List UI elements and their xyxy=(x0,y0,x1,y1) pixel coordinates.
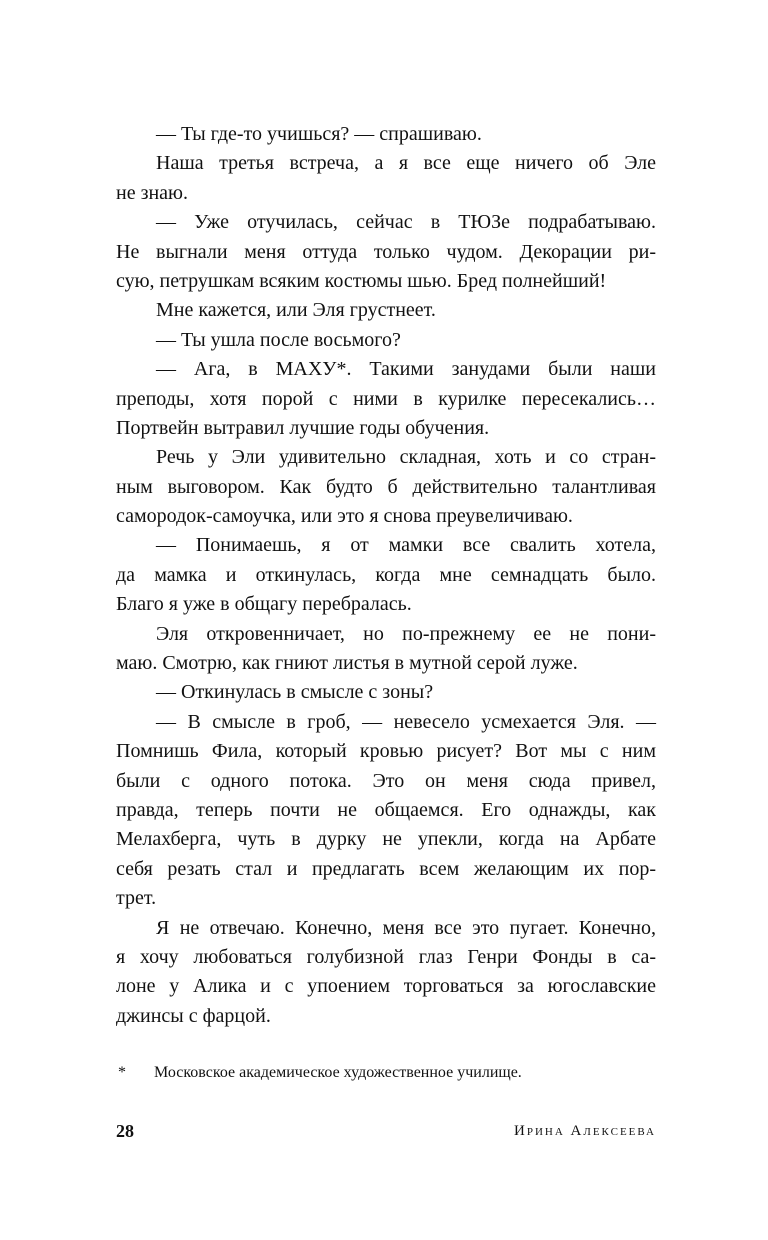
page-footer xyxy=(116,1118,656,1144)
text-line: сую, петрушкам всяким костюмы шью. Бред полнейший! xyxy=(116,269,607,292)
text-line: — Понимаешь, я от мамки все свалить хотела, xyxy=(156,534,656,557)
text-line: Мне кажется, или Эля грустнеет. xyxy=(156,299,436,322)
text-line: — Ага, в МАХУ*. Такими занудами были наши xyxy=(156,358,656,381)
footnote xyxy=(118,1062,658,1084)
text-line: я хочу любоваться голубизной глаз Генри Фонды в са- xyxy=(116,945,656,968)
footnote-mark: * xyxy=(118,1064,126,1081)
text-line: Эля откровенничает, но по-прежнему ее не пони- xyxy=(156,622,656,645)
text-line: Помнишь Фила, который кровью рисует? Вот мы с ним xyxy=(116,740,656,763)
text-line: были с одного потока. Это он меня сюда привел, xyxy=(116,769,656,792)
running-header-author: Ирина Алексеева xyxy=(514,1123,656,1139)
main-text xyxy=(116,120,656,1031)
text-line: — Ты где-то учишься? — спрашиваю. xyxy=(156,123,482,145)
text-line: — В смысле в гроб, — невесело усмехается Эля. — xyxy=(156,710,656,733)
text-line: Речь у Эли удивительно складная, хоть и со стран- xyxy=(156,446,656,469)
text-line: правда, теперь почти не общаемся. Его однажды, как xyxy=(116,798,656,821)
text-line: — Откинулась в смысле с зоны? xyxy=(156,681,434,704)
text-line: ным выговором. Как будто б действительно талантливая xyxy=(116,475,656,498)
text-line: самородок-самоучка, или это я снова преувеличиваю. xyxy=(116,505,573,528)
text-line: джинсы с фарцой. xyxy=(116,1004,271,1027)
text-line: Я не отвечаю. Конечно, меня все это пугает. Конечно, xyxy=(156,916,656,939)
text-line: Благо я уже в общагу перебралась. xyxy=(116,593,412,616)
text-line: — Уже отучилась, сейчас в ТЮЗе подрабатываю. xyxy=(156,211,656,234)
page-number: 28 xyxy=(116,1121,134,1141)
text-line: Мелахберга, чуть в дурку не упекли, когда на Арбате xyxy=(116,828,656,851)
text-line: Не выгнали меня оттуда только чудом. Декорации ри- xyxy=(116,240,656,263)
text-line: трет. xyxy=(116,887,157,910)
text-line: Наша третья встреча, а я все еще ничего об Эле xyxy=(156,152,656,175)
text-line: лоне у Алика и с упоением торговаться за югославские xyxy=(116,975,656,998)
text-line: Портвейн вытравил лучшие годы обучения. xyxy=(116,416,490,439)
text-line: маю. Смотрю, как гниют листья в мутной серой луже. xyxy=(116,652,578,675)
text-line: не знаю. xyxy=(116,181,189,204)
text-line: да мамка и откинулась, когда мне семнадцать было. xyxy=(116,563,656,586)
text-line: себя резать стал и предлагать всем желающим их пор- xyxy=(116,857,656,880)
text-line: преподы, хотя порой с ними в курилке пересекались… xyxy=(116,387,656,410)
footnote-text: Московское академическое художественное училище. xyxy=(154,1064,522,1081)
text-line: — Ты ушла после восьмого? xyxy=(156,328,401,351)
